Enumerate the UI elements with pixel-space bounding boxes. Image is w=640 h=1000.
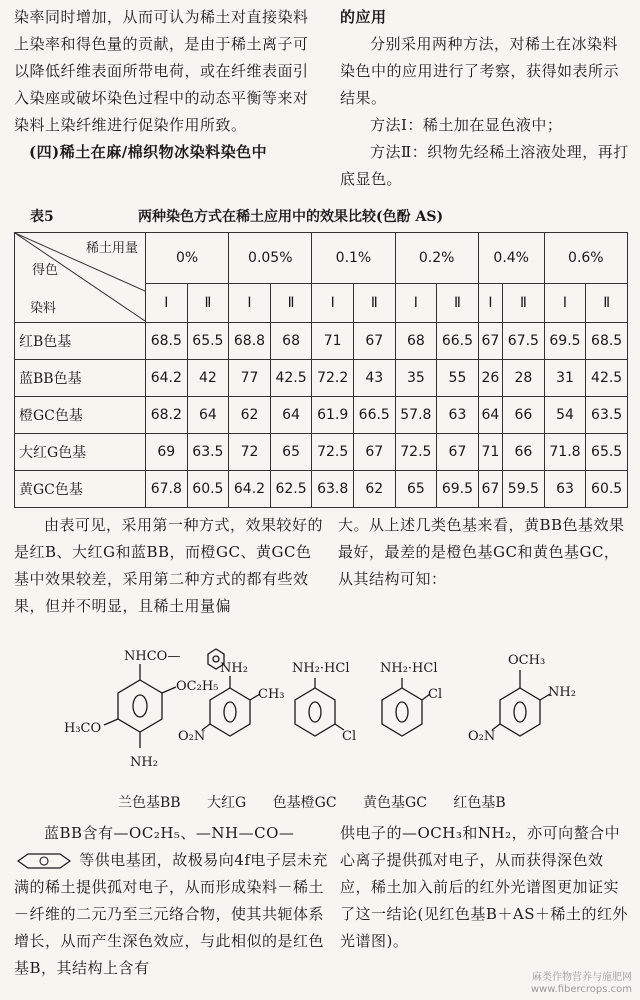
table-cell: 68.5 bbox=[586, 323, 628, 360]
row-label: 黄GC色基 bbox=[15, 471, 146, 508]
table-cell: 68.2 bbox=[146, 397, 188, 434]
dosage-header: 0.6% bbox=[544, 233, 627, 284]
table-number: 表5 bbox=[30, 209, 54, 225]
table-cell: 65 bbox=[395, 471, 437, 508]
structure-captions bbox=[118, 792, 538, 812]
bottom-right-paragraph: 大。从上述几类色基来看，黄BB色基效果最好，最差的是橙色基GC和黄色基GC，从其结构可知： bbox=[338, 516, 625, 588]
table-cell: 69.5 bbox=[544, 323, 586, 360]
method-2: 方法Ⅱ：织物先经稀土溶液处理，再打底显色。 bbox=[340, 143, 629, 188]
label-nh2-red: NH₂ bbox=[548, 685, 576, 700]
table-cell: 67 bbox=[353, 434, 395, 471]
table-title: 两种染色方式在稀土应用中的效果比较(色酚 AS) bbox=[138, 209, 444, 225]
method-header: Ⅰ bbox=[544, 284, 586, 323]
structure-red-b bbox=[492, 670, 550, 736]
method-header: Ⅱ bbox=[503, 284, 545, 323]
table-cell: 72.5 bbox=[395, 434, 437, 471]
caption-orange-gc: 色基橙GC bbox=[272, 795, 337, 811]
method-header: Ⅱ bbox=[353, 284, 395, 323]
table-row bbox=[15, 434, 628, 471]
label-no2-red: O₂N bbox=[468, 729, 496, 744]
table-cell: 60.5 bbox=[187, 471, 229, 508]
table-cell: 66 bbox=[503, 397, 545, 434]
table-cell: 63 bbox=[437, 397, 479, 434]
table-cell: 63.5 bbox=[586, 397, 628, 434]
watermark-line1: 麻类作物营养与施肥网 bbox=[532, 972, 632, 983]
final-left-paragraph bbox=[14, 847, 332, 982]
top-left-paragraph: 染率同时增加，从而可认为稀土对直接染料上染率和得色量的贡献，是由于稀土离子可以降低纤维表面所带电荷，或在纤维表面引入染座或破坏染色过程中的动态平衡等来对染料上染纤维进行促染作用所致。 bbox=[14, 8, 309, 134]
table-row bbox=[15, 323, 628, 360]
table-cell: 67.8 bbox=[146, 471, 188, 508]
results-table bbox=[14, 232, 628, 508]
table-cell: 67.5 bbox=[503, 323, 545, 360]
label-oc2h5: OC₂H₅ bbox=[176, 679, 219, 694]
benzene-ring-icon bbox=[14, 852, 74, 870]
bottom-left-paragraph: 由表可见，采用第一种方式，效果较好的是红B、大红G和蓝BB，而橙GC、黄GC色基中效果较差，采用第二种方式的都有些效果，但并不明显，且稀土用量偏 bbox=[14, 516, 324, 615]
table-cell: 68 bbox=[270, 323, 312, 360]
table-cell: 68 bbox=[395, 323, 437, 360]
table-cell: 64 bbox=[187, 397, 229, 434]
label-nh2hcl-orange: NH₂·HCl bbox=[292, 661, 350, 676]
table-cell: 72 bbox=[229, 434, 271, 471]
table-cell: 59.5 bbox=[503, 471, 545, 508]
table-cell: 55 bbox=[437, 360, 479, 397]
table-cell: 67 bbox=[478, 323, 502, 360]
table-cell: 42.5 bbox=[270, 360, 312, 397]
corner-label-dye: 染料 bbox=[29, 301, 56, 316]
caption-yellow-gc: 黄色基GC bbox=[363, 795, 427, 811]
table-cell: 66.5 bbox=[437, 323, 479, 360]
table-cell: 65.5 bbox=[187, 323, 229, 360]
method-header: Ⅰ bbox=[395, 284, 437, 323]
table-cell: 57.8 bbox=[395, 397, 437, 434]
row-label: 大红G色基 bbox=[15, 434, 146, 471]
table-cell: 69.5 bbox=[437, 471, 479, 508]
corner-label-dosage: 稀土用量 bbox=[85, 241, 138, 256]
table-row bbox=[15, 471, 628, 508]
final-left-line1: 蓝BB含有—OC₂H₅、—NH—CO— bbox=[44, 824, 295, 842]
method-header: Ⅱ bbox=[270, 284, 312, 323]
bottom-left-column bbox=[14, 512, 324, 620]
method-header: Ⅰ bbox=[478, 284, 502, 323]
structure-yellow-gc bbox=[382, 678, 430, 736]
method-header: Ⅰ bbox=[229, 284, 271, 323]
row-label: 红B色基 bbox=[15, 323, 146, 360]
method-header: Ⅱ bbox=[586, 284, 628, 323]
table-cell: 69 bbox=[146, 434, 188, 471]
method-header: Ⅰ bbox=[146, 284, 188, 323]
dosage-header: 0.2% bbox=[395, 233, 478, 284]
caption-red-b: 红色基B bbox=[453, 795, 506, 811]
table-cell: 66.5 bbox=[353, 397, 395, 434]
dosage-header: 0% bbox=[146, 233, 229, 284]
table-cell: 71 bbox=[312, 323, 354, 360]
table-cell: 72.2 bbox=[312, 360, 354, 397]
table-cell: 42 bbox=[187, 360, 229, 397]
dosage-header: 0.05% bbox=[229, 233, 312, 284]
table-cell: 72.5 bbox=[312, 434, 354, 471]
method-header: Ⅰ bbox=[312, 284, 354, 323]
table-cell: 63 bbox=[544, 471, 586, 508]
label-nh2-bottom: NH₂ bbox=[130, 755, 158, 770]
table-cell: 28 bbox=[503, 360, 545, 397]
table-cell: 64.2 bbox=[146, 360, 188, 397]
final-right-column bbox=[340, 820, 630, 955]
table-cell: 65.5 bbox=[586, 434, 628, 471]
table-cell: 31 bbox=[544, 360, 586, 397]
table-cell: 64 bbox=[270, 397, 312, 434]
label-cl-orange: Cl bbox=[342, 729, 357, 744]
method-header: Ⅱ bbox=[437, 284, 479, 323]
caption-g: 大红G bbox=[207, 795, 247, 811]
table-cell: 62 bbox=[229, 397, 271, 434]
caption-bb: 兰色基BB bbox=[118, 795, 181, 811]
watermark bbox=[531, 972, 632, 996]
table-cell: 61.9 bbox=[312, 397, 354, 434]
top-left-column bbox=[14, 4, 314, 166]
table-cell: 67 bbox=[478, 471, 502, 508]
final-right-paragraph: 供电子的—OCH₃和NH₂，亦可向螯合中心离子提供孤对电子，从而获得深色效应，稀土加入前后的红外光谱图更加证实了这一结论(见红色基B＋AS＋稀土的红外光谱图)。 bbox=[340, 824, 628, 950]
label-nh2hcl-yellow: NH₂·HCl bbox=[380, 661, 438, 676]
table-cell: 66 bbox=[503, 434, 545, 471]
final-left-column bbox=[14, 820, 332, 982]
table-cell: 64.2 bbox=[229, 471, 271, 508]
method-header: Ⅱ bbox=[187, 284, 229, 323]
row-label: 橙GC色基 bbox=[15, 397, 146, 434]
label-ch3: CH₃ bbox=[258, 687, 285, 702]
section-heading-continued: 的应用 bbox=[340, 8, 387, 26]
table-cell: 60.5 bbox=[586, 471, 628, 508]
table-cell: 68.8 bbox=[229, 323, 271, 360]
table-cell: 62 bbox=[353, 471, 395, 508]
dosage-header: 0.1% bbox=[312, 233, 395, 284]
table-cell: 62.5 bbox=[270, 471, 312, 508]
top-right-column bbox=[340, 4, 630, 193]
row-label: 蓝BB色基 bbox=[15, 360, 146, 397]
table-cell: 67 bbox=[353, 323, 395, 360]
table-cell: 65 bbox=[270, 434, 312, 471]
label-nh2-g: NH₂ bbox=[220, 661, 248, 676]
method-1: 方法Ⅰ：稀土加在显色液中； bbox=[370, 116, 563, 134]
table-cell: 71 bbox=[478, 434, 502, 471]
top-right-paragraph: 分别采用两种方法，对稀土在冰染料染色中的应用进行了考察，获得如表所示结果。 bbox=[340, 35, 620, 107]
table-cell: 35 bbox=[395, 360, 437, 397]
table-cell: 42.5 bbox=[586, 360, 628, 397]
table-cell: 71.8 bbox=[544, 434, 586, 471]
table-row bbox=[15, 397, 628, 434]
table-cell: 63.5 bbox=[187, 434, 229, 471]
section-heading: (四)稀土在麻/棉织物冰染料染色中 bbox=[29, 143, 268, 161]
watermark-line2: www.fibercrops.com bbox=[530, 984, 632, 995]
label-no2-g: O₂N bbox=[178, 729, 206, 744]
dosage-header: 0.4% bbox=[478, 233, 544, 284]
bottom-right-column bbox=[338, 512, 630, 593]
table-cell: 26 bbox=[478, 360, 502, 397]
label-cl-yellow: Cl bbox=[428, 687, 443, 702]
table-cell: 77 bbox=[229, 360, 271, 397]
label-nhco: NHCO— bbox=[124, 649, 181, 664]
table-cell: 54 bbox=[544, 397, 586, 434]
benzene-ring bbox=[118, 680, 162, 732]
table-corner-cell bbox=[15, 233, 146, 323]
table-cell: 63.8 bbox=[312, 471, 354, 508]
label-h3co: H₃CO bbox=[64, 721, 102, 736]
corner-label-color: 得色 bbox=[31, 263, 58, 278]
table-cell: 67 bbox=[437, 434, 479, 471]
table-row bbox=[15, 360, 628, 397]
ring-circle bbox=[133, 695, 147, 717]
table-cell: 43 bbox=[353, 360, 395, 397]
table-cell: 64 bbox=[478, 397, 502, 434]
label-och3: OCH₃ bbox=[508, 653, 546, 668]
table-cell: 68.5 bbox=[146, 323, 188, 360]
final-left-text: 等供电基团，故极易向4f电子层未充满的稀土提供孤对电子，从而形成染料－稀土－纤维的二元乃至三元络合物，使其共轭体系增长，从而产生深色效应，与此相似的是红色基B，其结构上含有 bbox=[14, 851, 328, 977]
structure-orange-gc bbox=[295, 678, 344, 736]
